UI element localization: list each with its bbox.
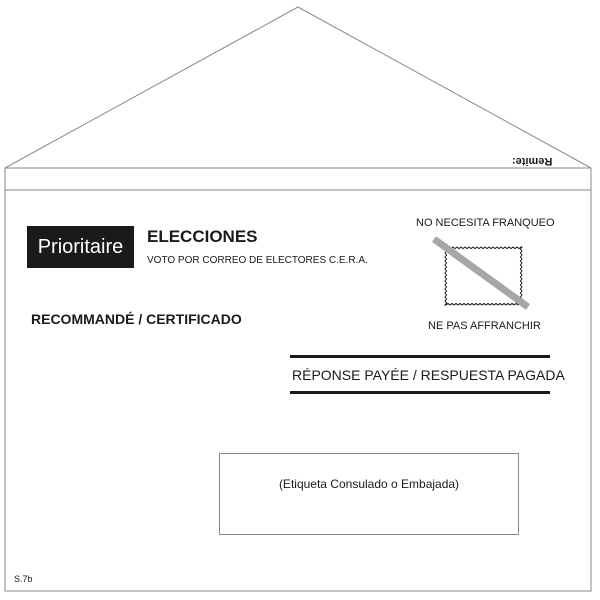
priority-badge: Prioritaire [27, 226, 134, 268]
postage-notice-top: NO NECESITA FRANQUEO [416, 217, 555, 229]
address-label-text: (Etiqueta Consulado o Embajada) [278, 477, 460, 491]
envelope-flap [5, 7, 591, 168]
document-subtitle: VOTO POR CORREO DE ELECTORES C.E.R.A. [147, 255, 368, 266]
crossed-stamp-icon [430, 237, 540, 317]
document-title: ELECCIONES [147, 227, 258, 246]
sender-label: Remite: [512, 155, 553, 167]
reply-rule-bottom [290, 391, 550, 394]
stamp-cross-bar [434, 239, 528, 307]
address-label-box [219, 453, 519, 535]
registered-mail-label: RECOMMANDÉ / CERTIFICADO [31, 311, 242, 327]
reply-paid-label: RÉPONSE PAYÉE / RESPUESTA PAGADA [292, 367, 565, 383]
form-code: S.7b [14, 574, 33, 584]
reply-rule-top [290, 355, 550, 358]
postage-notice-bottom: NE PAS AFFRANCHIR [428, 320, 541, 332]
